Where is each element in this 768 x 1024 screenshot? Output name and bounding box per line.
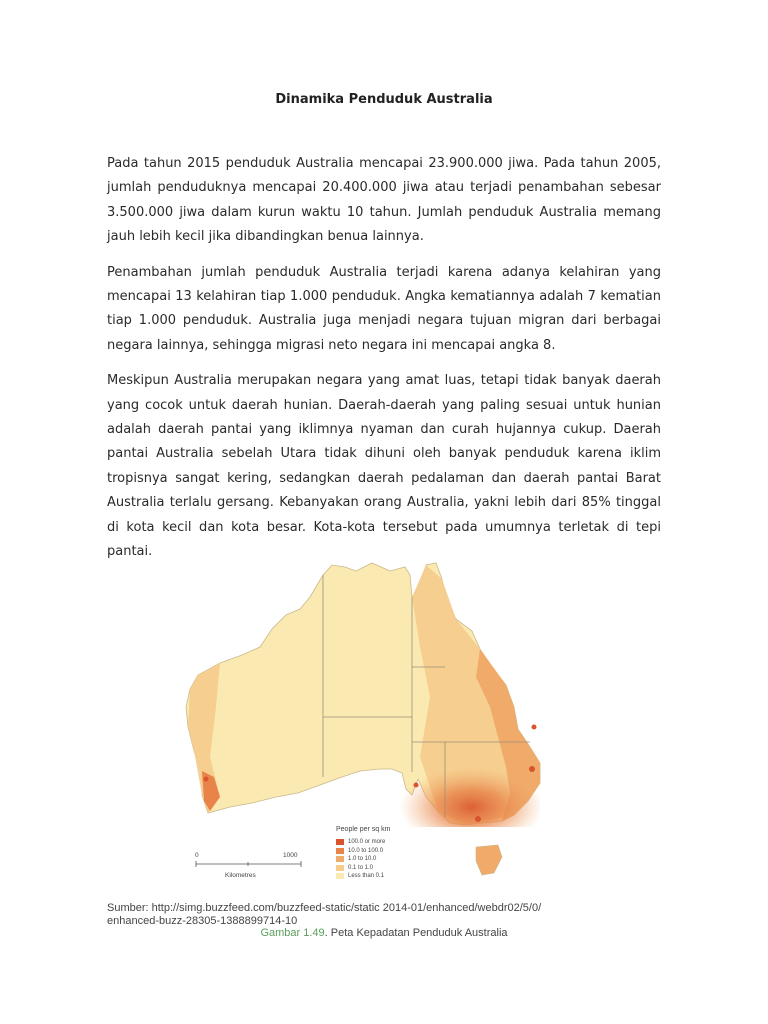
legend-label: 1.0 to 10.0 (348, 856, 377, 863)
legend-item (336, 838, 385, 847)
city-marker-sydney (529, 766, 535, 772)
document-title: Dinamika Penduduk Australia (275, 92, 493, 107)
city-marker-adelaide (414, 783, 419, 788)
legend-swatch (336, 865, 344, 871)
map-legend-title: People per sq km (336, 826, 391, 833)
source-line-1: Sumber: http://simg.buzzfeed.com/buzzfeed-static/static 2014-01/enhanced/webdr02/5/0/ (107, 902, 542, 914)
legend-label: 0.1 to 1.0 (348, 864, 374, 871)
legend-swatch (336, 873, 344, 879)
city-marker-melbourne (475, 816, 481, 822)
figure-caption (0, 927, 768, 939)
legend-item (336, 872, 385, 881)
city-marker-perth (204, 777, 209, 782)
map-legend (336, 838, 385, 881)
image-source (107, 902, 667, 928)
paragraph-2: Penambahan jumlah penduduk Australia terjadi karena adanya kelahiran yang mencapai 13 kelahiran tiap 1.000 penduduk. Angka kematiannya adalah 7 kematian tiap 1.000 penduduk. Australia juga menjadi negara tujuan migran dari berbagai negara lainnya, sehingga migrasi neto negara ini mencapai angka 8. (107, 264, 661, 353)
legend-label: 10.0 to 100.0 (348, 847, 384, 854)
legend-label: 100.0 or more (348, 839, 386, 846)
source-line-2: enhanced-buzz-28305-1388899714-10 (107, 915, 298, 927)
figure-number: Gambar 1.49 (260, 927, 325, 939)
legend-item (336, 847, 385, 856)
caption-text: Peta Kepadatan Penduduk Australia (327, 927, 508, 939)
scale-end-label: 1000 (283, 852, 298, 859)
legend-swatch (336, 856, 344, 862)
scale-unit-label: Kilometres (225, 872, 256, 879)
city-marker-brisbane (532, 725, 537, 730)
paragraph-3: Meskipun Australia merupakan negara yang amat luas, tetapi tidak banyak daerah yang cocok untuk daerah hunian. Daerah-daerah yang paling sesuai untuk hunian adalah daerah pantai yang iklimnya nyaman dan curah hujannya cukup. Daerah pantai Australia sebelah Utara tidak dihuni oleh banyak penduduk karena iklim tropisnya sangat kering, sedangkan daerah pedalaman dan daerah pantai Barat Australia terlalu gersang. Kebanyakan orang Australia, yakni lebih dari 85% tinggal di kota kecil dan kota besar. Kota-kota tersebut pada umumnya terletak di tepi pantai. (107, 373, 661, 560)
legend-item (336, 864, 385, 873)
paragraph-1: Pada tahun 2015 penduduk Australia mencapai 23.900.000 jiwa. Pada tahun 2005, jumlah penduduknya mencapai 20.400.000 jiwa atau terjadi penambahan sebesar 3.500.000 jiwa dalam kurun waktu 10 tahun. Jumlah penduduk Australia memang jauh lebih kecil jika dibandingkan benua lainnya. (107, 156, 661, 245)
caption-separator: . (324, 927, 328, 939)
legend-item (336, 855, 385, 864)
legend-swatch (336, 839, 344, 845)
legend-label: Less than 0.1 (348, 873, 385, 880)
legend-swatch (336, 848, 344, 854)
tasmania-shape (476, 845, 502, 875)
body-text (107, 152, 661, 576)
scale-start-label: 0 (195, 852, 199, 859)
